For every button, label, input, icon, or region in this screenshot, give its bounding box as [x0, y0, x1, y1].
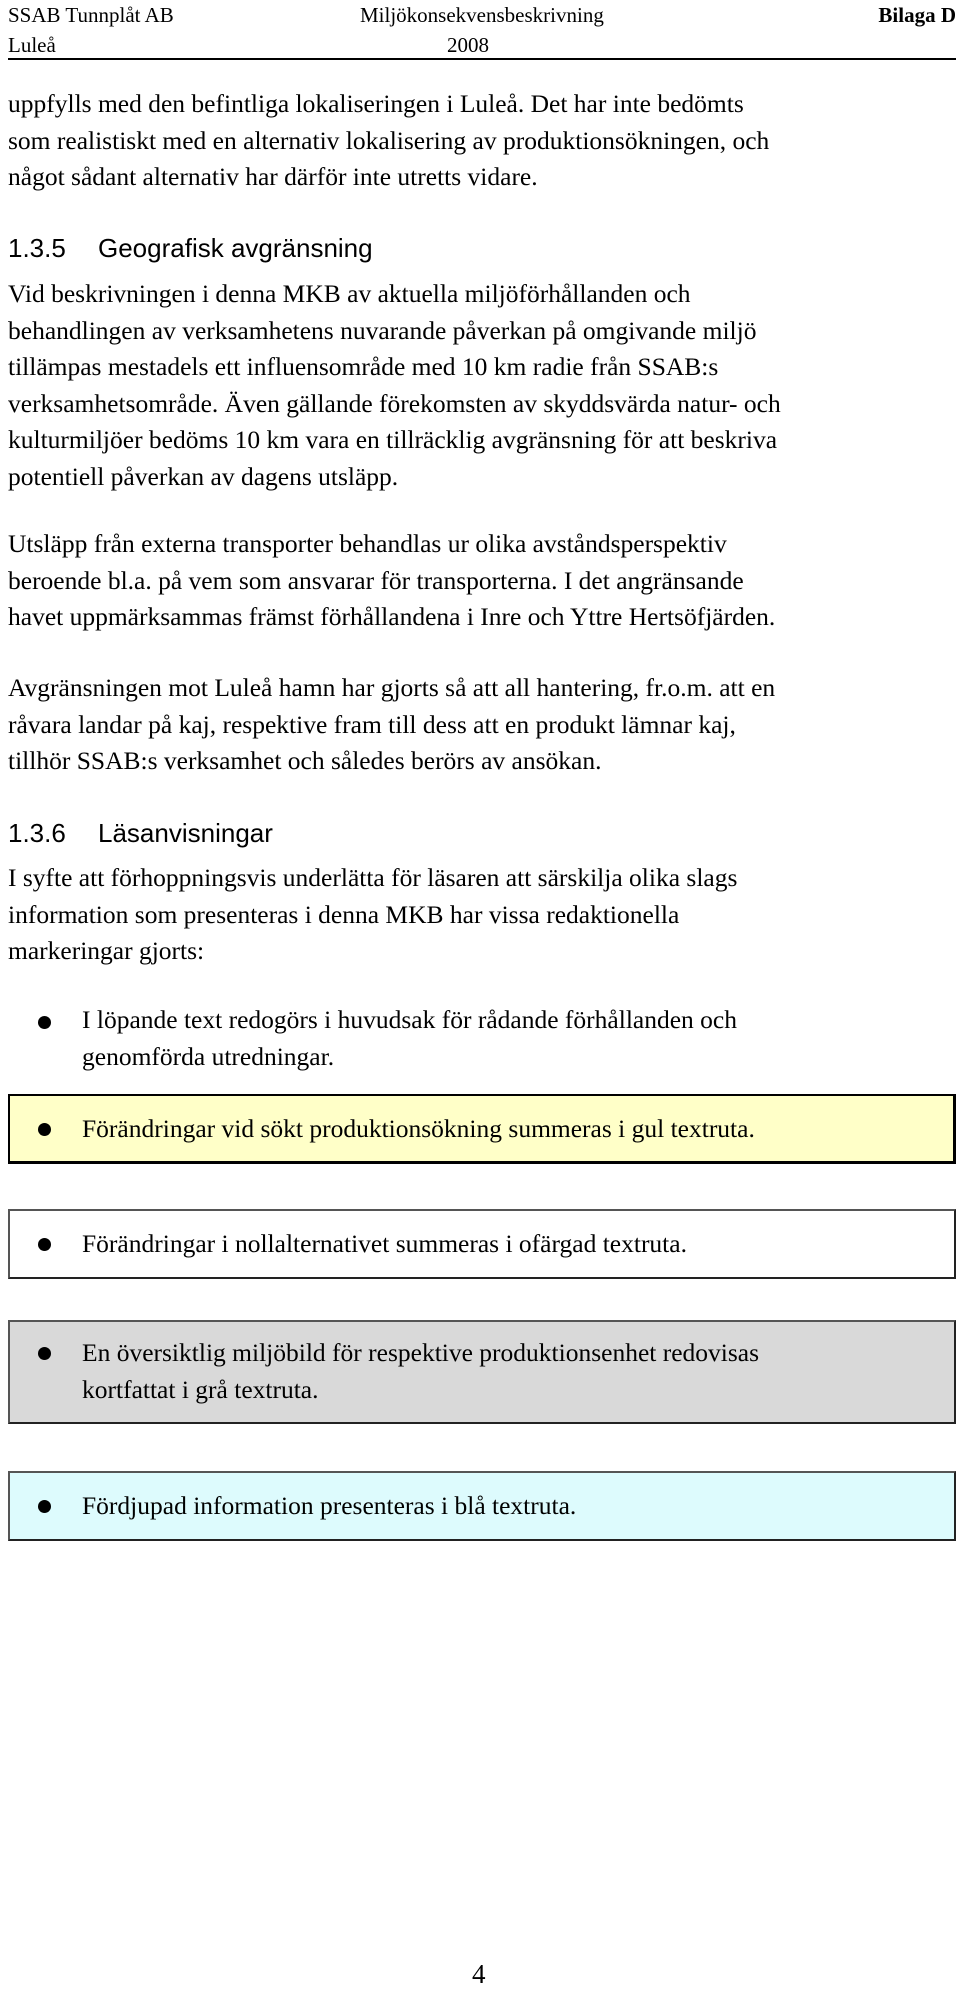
text-line: råvara landar på kaj, respektive fram till dess att en produkt lämnar kaj,	[8, 709, 736, 739]
text-line: som realistiskt med en alternativ lokalisering av produktionsökningen, och	[8, 125, 770, 155]
text-line: behandlingen av verksamhetens nuvarande påverkan på omgivande miljö	[8, 315, 757, 345]
text-line: kulturmiljöer bedöms 10 km vara en tillräcklig avgränsning för att beskriva	[8, 425, 778, 454]
white-textbox	[8, 1209, 956, 1279]
bullet-dot-icon	[38, 1347, 51, 1360]
text-line: tillhör SSAB:s verksamhet och således berörs av ansökan.	[8, 746, 602, 775]
header-left	[8, 0, 174, 60]
text-line: havet uppmärksammas främst förhållandena i Inre och Yttre Hertsöfjärden.	[8, 602, 776, 631]
paragraph-geografisk-3	[8, 670, 956, 780]
header-right	[878, 0, 956, 30]
text-line: potentiell påverkan av dagens utsläpp.	[8, 461, 399, 491]
text-line: kortfattat i grå textruta.	[82, 1374, 319, 1404]
bullet-text	[82, 1111, 942, 1148]
document-page	[8, 0, 956, 1997]
section-heading-1-3-5	[8, 232, 373, 264]
paragraph-geografisk-1	[8, 276, 956, 495]
bullet-text	[82, 1488, 942, 1525]
text-line: Avgränsningen mot Luleå hamn har gjorts så att all hantering, fr.o.m. att en	[8, 673, 776, 702]
bullet-dot-icon	[38, 1500, 51, 1513]
bullet-dot-icon	[38, 1016, 51, 1029]
section-number: 1.3.5	[8, 233, 66, 263]
text-line: I löpande text redogörs i huvudsak för rådande förhållanden och	[82, 1005, 737, 1034]
text-line: beroende bl.a. på vem som ansvarar för transporterna. I det angränsande	[8, 565, 744, 595]
paragraph-geografisk-2	[8, 526, 956, 636]
header-appendix: Bilaga D	[878, 3, 956, 27]
page-number: 4	[472, 1959, 486, 1989]
section-number: 1.3.6	[8, 818, 66, 848]
paragraph-lasanvisningar	[8, 860, 956, 970]
text-line: information som presenteras i denna MKB har vissa redaktionella	[8, 899, 680, 929]
yellow-textbox	[8, 1094, 956, 1164]
bullet-text	[82, 1335, 942, 1408]
bullet-text	[82, 1226, 942, 1263]
text-line: I syfte att förhoppningsvis underlätta för läsaren att särskilja olika slags	[8, 863, 738, 892]
text-line: verksamhetsområde. Även gällande förekomsten av skyddsvärda natur- och	[8, 388, 781, 418]
bullet-dot-icon	[38, 1238, 51, 1251]
intro-paragraph	[8, 86, 956, 196]
text-line: Utsläpp från externa transporter behandlas ur olika avståndsperspektiv	[8, 529, 727, 558]
text-line: Förändringar i nollalternativet summeras i ofärgad textruta.	[82, 1229, 687, 1258]
text-line: genomförda utredningar.	[82, 1041, 335, 1071]
text-line: Förändringar vid sökt produktionsökning summeras i gul textruta.	[82, 1114, 755, 1143]
section-title: Läsanvisningar	[98, 818, 273, 848]
header-center	[360, 0, 604, 60]
text-line: tillämpas mestadels ett influensområde med 10 km radie från SSAB:s	[8, 352, 719, 381]
text-line: Vid beskrivningen i denna MKB av aktuella miljöförhållanden och	[8, 279, 691, 308]
header-company: SSAB Tunnplåt AB	[8, 3, 174, 27]
header-city: Luleå	[8, 33, 56, 57]
text-line: uppfylls med den befintliga lokaliseringen i Luleå. Det har inte bedömts	[8, 89, 744, 118]
bullet-item-plain	[8, 1002, 956, 1078]
text-line: markeringar gjorts:	[8, 936, 205, 965]
grey-textbox	[8, 1320, 956, 1424]
text-line: Fördjupad information presenteras i blå textruta.	[82, 1491, 577, 1520]
bullet-text	[82, 1002, 942, 1075]
bullet-dot-icon	[38, 1123, 51, 1136]
text-line: något sådant alternativ har därför inte utretts vidare.	[8, 162, 538, 191]
header-doc-title: Miljökonsekvensbeskrivning	[360, 3, 604, 27]
section-heading-1-3-6	[8, 817, 273, 849]
text-line: En översiktlig miljöbild för respektive produktionsenhet redovisas	[82, 1338, 760, 1367]
page-header	[8, 0, 956, 60]
section-title: Geografisk avgränsning	[98, 233, 373, 263]
blue-textbox	[8, 1471, 956, 1541]
header-year: 2008	[447, 33, 489, 57]
